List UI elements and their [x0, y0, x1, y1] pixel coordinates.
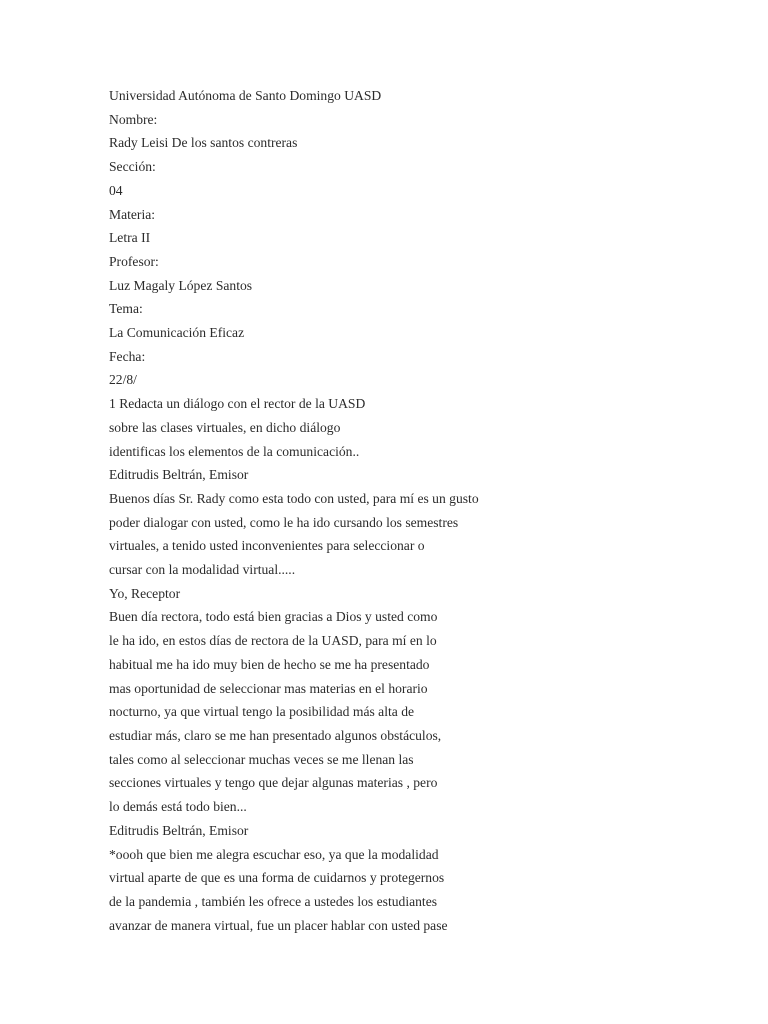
dialogue-line: lo demás está todo bien...: [109, 799, 247, 815]
subject-value: Letra II: [109, 230, 151, 246]
dialogue-line: virtuales, a tenido usted inconvenientes para seleccionar o: [109, 538, 425, 554]
name-label: Nombre:: [109, 111, 158, 127]
topic-value: La Comunicación Eficaz: [109, 325, 245, 341]
date-label: Fecha:: [109, 348, 146, 364]
dialogue-line: secciones virtuales y tengo que dejar algunas materias , pero: [109, 775, 438, 791]
dialogue-line: *oooh que bien me alegra escuchar eso, ya que la modalidad: [109, 846, 439, 862]
dialogue-line: Buen día rectora, todo está bien gracias a Dios y usted como: [109, 609, 438, 625]
section-value: 04: [109, 182, 123, 198]
topic-label: Tema:: [109, 301, 143, 317]
dialogue-line: avanzar de manera virtual, fue un placer hablar con usted pase: [109, 917, 448, 933]
dialogue-line: tales como al seleccionar muchas veces se me llenan las: [109, 751, 414, 767]
university-name: Universidad Autónoma de Santo Domingo UASD: [109, 88, 382, 103]
date-value: 22/8/: [109, 372, 137, 388]
document-body: [109, 84, 749, 937]
name-value: Rady Leisi De los santos contreras: [109, 135, 298, 151]
dialogue-line: de la pandemia , también les ofrece a ustedes los estudiantes: [109, 893, 438, 909]
dialogue-line: cursar con la modalidad virtual.....: [109, 562, 296, 578]
section-label: Sección:: [109, 159, 156, 175]
dialogue-line: habitual me ha ido muy bien de hecho se me ha presentado: [109, 656, 430, 672]
dialogue-line: estudiar más, claro se me han presentado algunos obstáculos,: [109, 727, 442, 743]
professor-value: Luz Magaly López Santos: [109, 277, 253, 293]
subject-label: Materia:: [109, 206, 156, 222]
speaker-heading: Editrudis Beltrán, Emisor: [109, 467, 249, 483]
professor-label: Profesor:: [109, 253, 159, 269]
dialogue-line: Buenos días Sr. Rady como esta todo con usted, para mí es un gusto: [109, 490, 479, 506]
dialogue-line: le ha ido, en estos días de rectora de la UASD, para mí en lo: [109, 633, 437, 649]
dialogue-line: mas oportunidad de seleccionar mas materias en el horario: [109, 680, 428, 696]
dialogue-line: poder dialogar con usted, como le ha ido cursando los semestres: [109, 514, 459, 530]
instruction-line: identificas los elementos de la comunicación..: [109, 443, 360, 459]
dialogue-line: nocturno, ya que virtual tengo la posibilidad más alta de: [109, 704, 415, 720]
instruction-line: 1 Redacta un diálogo con el rector de la UASD: [109, 396, 366, 412]
dialogue-line: virtual aparte de que es una forma de cuidarnos y protegernos: [109, 870, 445, 886]
speaker-heading: Yo, Receptor: [109, 585, 181, 601]
speaker-heading: Editrudis Beltrán, Emisor: [109, 822, 249, 838]
instruction-line: sobre las clases virtuales, en dicho diálogo: [109, 419, 341, 435]
